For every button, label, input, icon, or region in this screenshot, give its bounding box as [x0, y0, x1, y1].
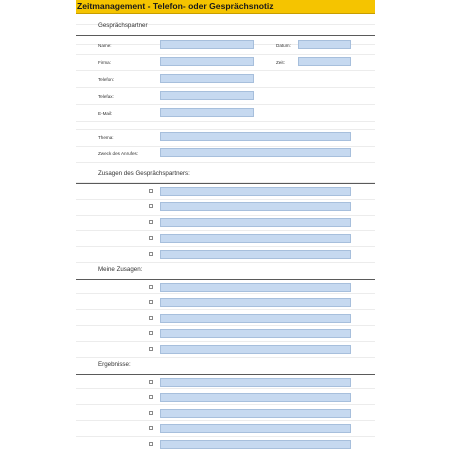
telefax-field[interactable] [160, 91, 254, 100]
label-telefax: Telefax: [98, 94, 114, 99]
ergebnis-field[interactable] [160, 424, 351, 433]
datum-field[interactable] [298, 40, 351, 49]
label-telefon: Telefon: [98, 77, 115, 82]
page-title: Zeitmanagement - Telefon- oder Gesprächsnotiz [77, 1, 274, 11]
name-field[interactable] [160, 40, 254, 49]
divider [76, 374, 375, 375]
divider [76, 35, 375, 36]
checkbox[interactable] [149, 300, 153, 304]
label-datum: Datum: [276, 43, 291, 48]
section-heading-meine-zusagen: Meine Zusagen: [98, 266, 143, 273]
checkbox[interactable] [149, 426, 153, 430]
label-email: E-Mail: [98, 111, 113, 116]
ergebnis-field[interactable] [160, 440, 351, 449]
checkbox[interactable] [149, 395, 153, 399]
meine-zusage-field[interactable] [160, 283, 351, 292]
checkbox[interactable] [149, 189, 153, 193]
zeit-field[interactable] [298, 57, 351, 66]
section-heading-zusagen-partner: Zusagen des Gesprächspartners: [98, 170, 190, 177]
checkbox[interactable] [149, 331, 153, 335]
zweck-field[interactable] [160, 148, 351, 157]
meine-zusage-field[interactable] [160, 298, 351, 307]
checkbox[interactable] [149, 252, 153, 256]
zusage-partner-field[interactable] [160, 250, 351, 259]
firma-field[interactable] [160, 57, 254, 66]
checkbox[interactable] [149, 285, 153, 289]
zusage-partner-field[interactable] [160, 187, 351, 196]
divider [76, 183, 375, 184]
section-heading-partner: Gesprächspartner [98, 22, 148, 29]
section-heading-ergebnisse: Ergebnisse: [98, 361, 131, 368]
title-bar [76, 0, 375, 14]
zusage-partner-field[interactable] [160, 234, 351, 243]
divider [76, 279, 375, 280]
label-name: Name: [98, 43, 112, 48]
checkbox[interactable] [149, 204, 153, 208]
zusage-partner-field[interactable] [160, 218, 351, 227]
checkbox[interactable] [149, 236, 153, 240]
ergebnis-field[interactable] [160, 409, 351, 418]
ergebnis-field[interactable] [160, 393, 351, 402]
checkbox[interactable] [149, 316, 153, 320]
meine-zusage-field[interactable] [160, 314, 351, 323]
meine-zusage-field[interactable] [160, 329, 351, 338]
label-thema: Thema: [98, 135, 114, 140]
checkbox[interactable] [149, 411, 153, 415]
note-sheet [76, 0, 375, 450]
checkbox[interactable] [149, 380, 153, 384]
zusage-partner-field[interactable] [160, 202, 351, 211]
checkbox[interactable] [149, 220, 153, 224]
label-firma: Firma: [98, 60, 112, 65]
meine-zusage-field[interactable] [160, 345, 351, 354]
checkbox[interactable] [149, 442, 153, 446]
thema-field[interactable] [160, 132, 351, 141]
telefon-field[interactable] [160, 74, 254, 83]
checkbox[interactable] [149, 347, 153, 351]
label-zweck: Zweck des Anrufes: [98, 151, 139, 156]
label-zeit: Zeit: [276, 60, 285, 65]
ergebnis-field[interactable] [160, 378, 351, 387]
email-field[interactable] [160, 108, 254, 117]
